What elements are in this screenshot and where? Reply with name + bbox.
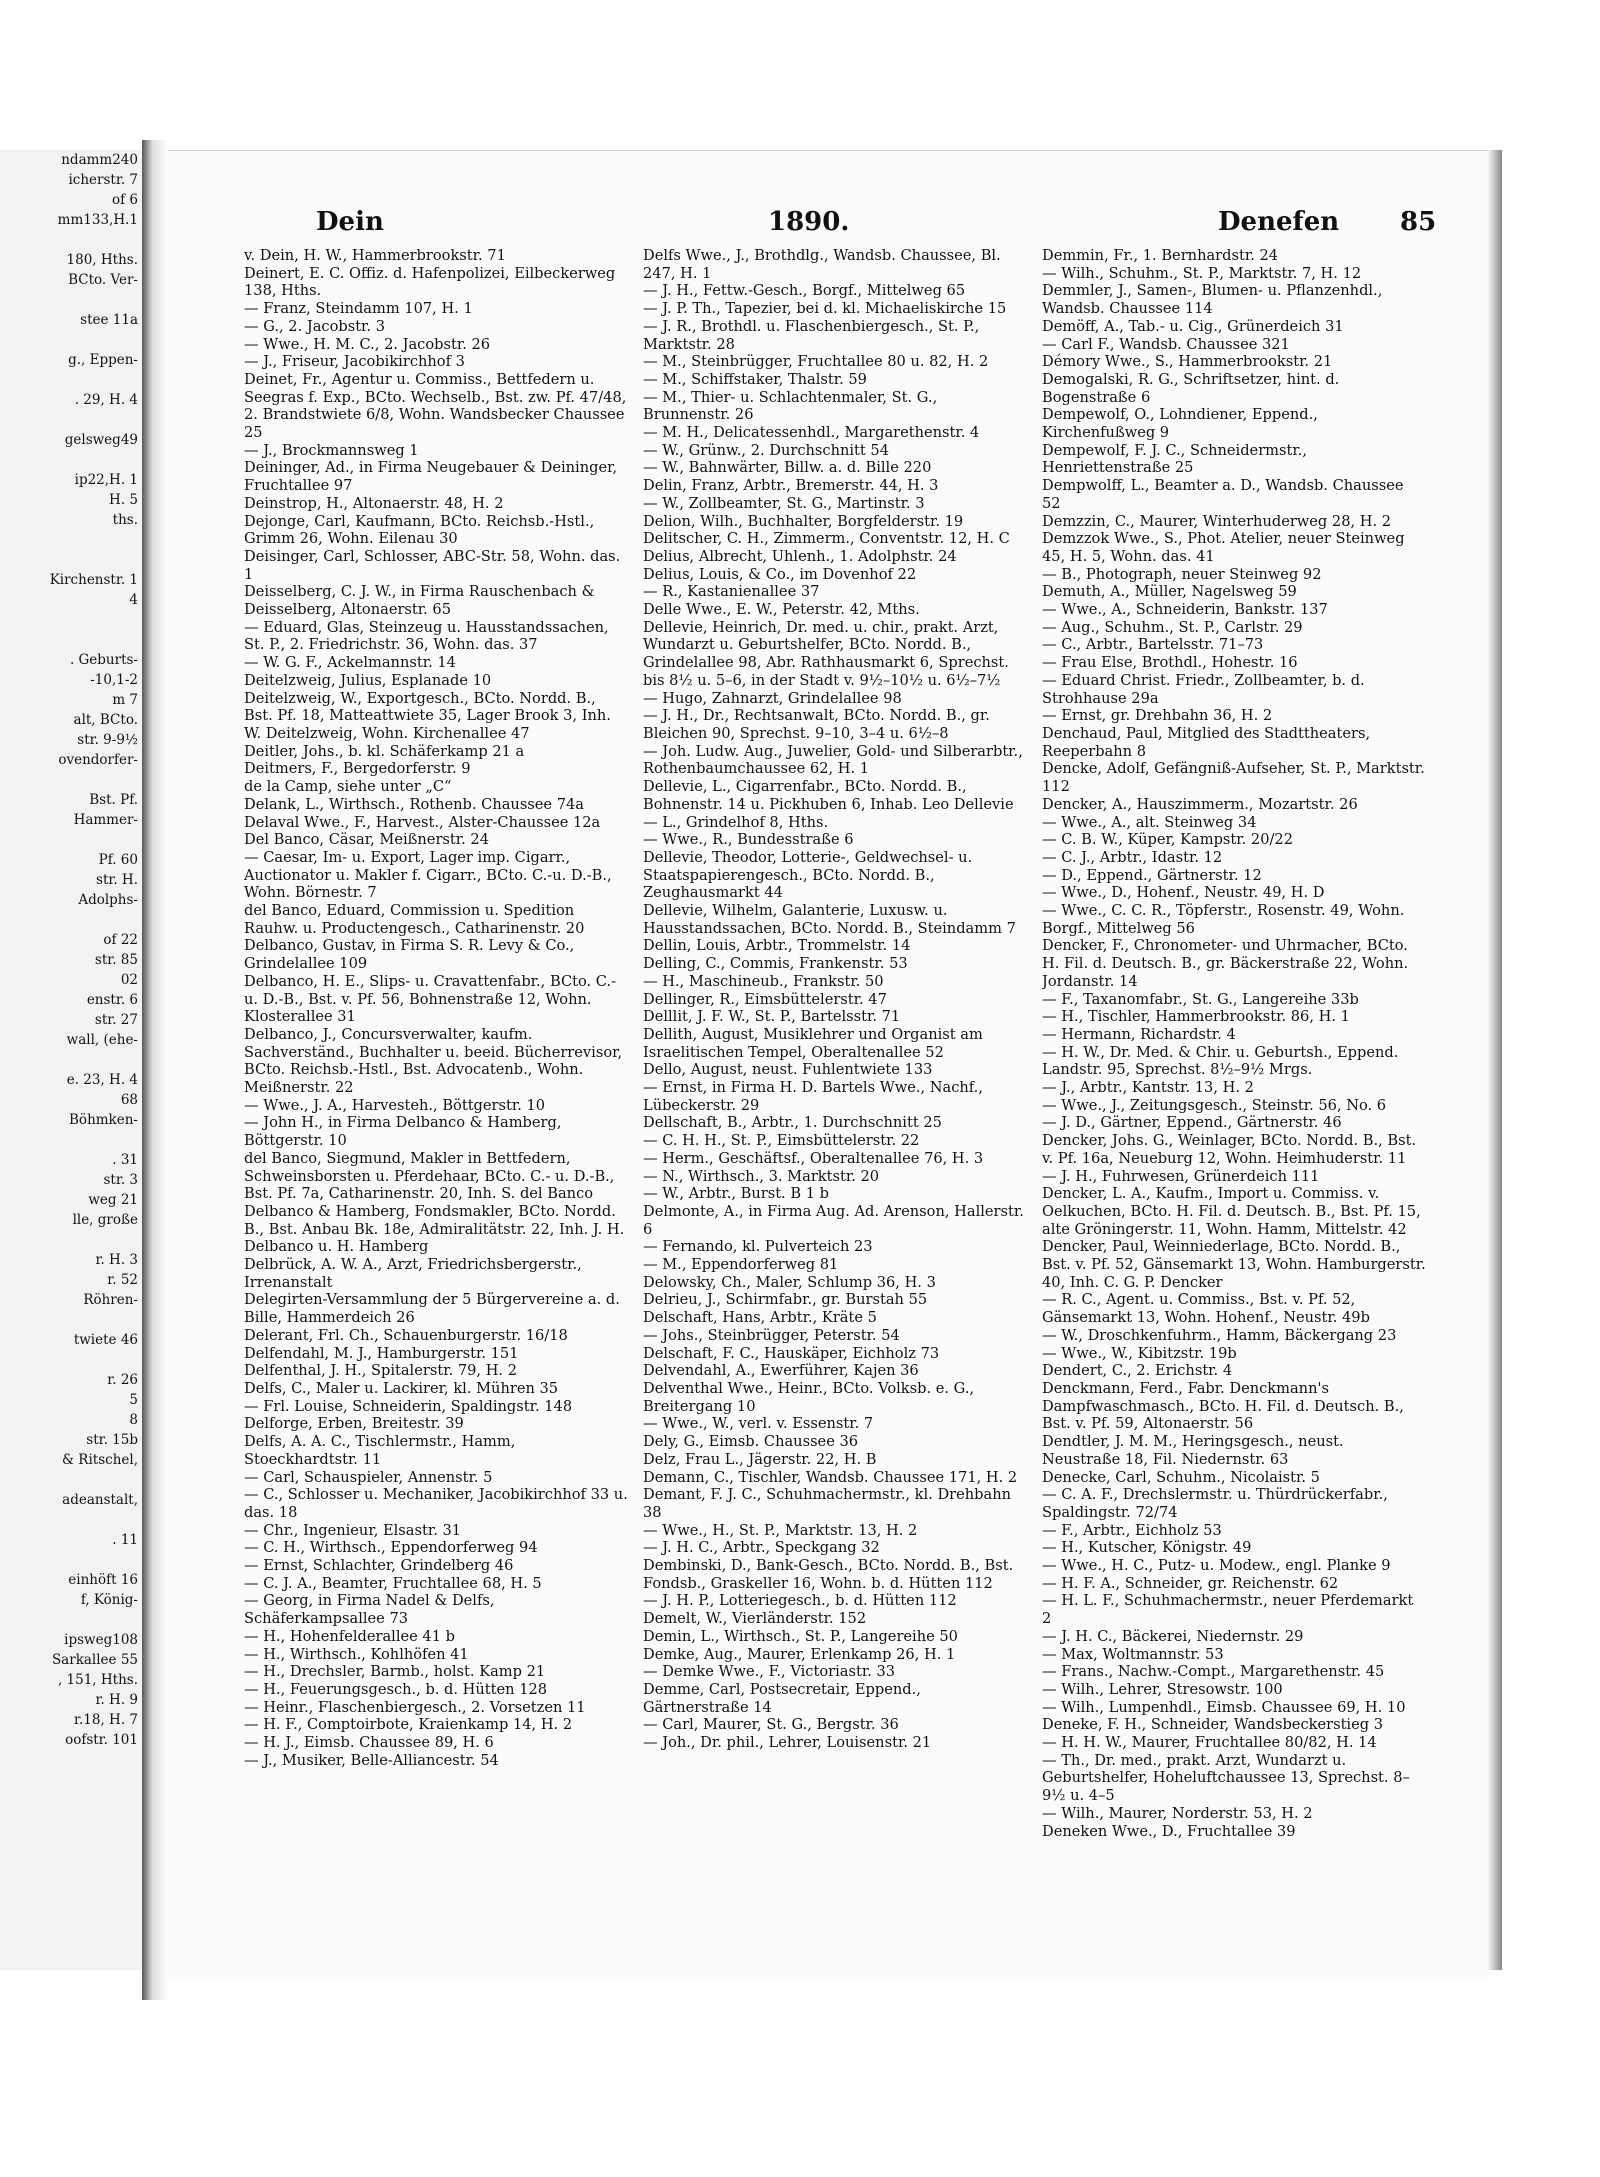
margin-fragment [0, 630, 142, 650]
directory-entry: — Wilh., Lehrer, Stresowstr. 100 [1042, 1680, 1283, 1698]
directory-entry: Dely, G., Eimsb. Chaussee 36 [643, 1433, 859, 1451]
margin-fragment: g., Eppen- [68, 352, 138, 368]
margin-fragment: 180, Hths. [66, 252, 138, 268]
column-2 [643, 247, 1027, 1967]
margin-fragment: gelsweg49 [64, 432, 138, 448]
margin-fragment: stee 11a [80, 312, 138, 328]
margin-fragment [0, 1510, 142, 1530]
directory-entry: — C. J., Arbtr., Idastr. 12 [1042, 848, 1223, 866]
page-edge-shadow [1488, 150, 1502, 1970]
margin-fragment [0, 290, 142, 310]
directory-entry: Demogalski, R. G., Schriftsetzer, hint. d. Bogenstraße 6 [1042, 370, 1340, 406]
margin-fragment: of 6 [111, 192, 138, 208]
directory-entry: — Carl F., Wandsb. Chaussee 321 [1042, 335, 1290, 353]
directory-entry: — Max, Woltmannstr. 53 [1042, 1645, 1224, 1663]
directory-entry: Delegirten-Versammlung der 5 Bürgervereine a. d. Bille, Hammerdeich 26 [244, 1291, 620, 1327]
margin-fragment: 8 [129, 1412, 138, 1428]
directory-entry: — Hermann, Richardstr. 4 [1042, 1025, 1236, 1043]
margin-fragment: BCto. Ver- [68, 272, 138, 288]
margin-fragment: einhöft 16 [68, 1572, 138, 1588]
directory-entry: Delz, Frau L., Jägerstr. 22, H. B [643, 1450, 877, 1468]
directory-entry: — H., Kutscher, Königstr. 49 [1042, 1539, 1252, 1557]
margin-fragment: -10,1-2 [90, 672, 138, 688]
directory-entry: Dempewolf, F. J. C., Schneidermstr., Henriettenstraße 25 [1042, 441, 1308, 477]
directory-entry: — Th., Dr. med., prakt. Arzt, Wundarzt u. Geburtshelfer, Hoheluftchaussee 13, Sprechst. 8–9½ u. 4–5 [1042, 1751, 1410, 1805]
margin-fragment: str. 27 [94, 1012, 138, 1028]
directory-entry: Démory Wwe., S., Hammerbrookstr. 21 [1042, 353, 1333, 371]
margin-fragment: . 29, H. 4 [74, 392, 138, 408]
margin-fragment: 4 [129, 592, 138, 608]
directory-entry: — J. H. C., Arbtr., Speckgang 32 [643, 1539, 880, 1557]
directory-entry: — Wwe., A., Schneiderin, Bankstr. 137 [1042, 601, 1328, 619]
directory-entry: — J. D., Gärtner, Eppend., Gärtnerstr. 46 [1042, 1114, 1342, 1132]
directory-entry: — Wwe., H. M. C., 2. Jacobstr. 26 [244, 335, 491, 353]
margin-fragment [0, 1470, 142, 1490]
directory-entry: — C., Schlosser u. Mechaniker, Jacobikirchhof 33 u. das. 18 [244, 1486, 628, 1521]
margin-fragment: 68 [120, 1092, 138, 1108]
directory-entry: — Aug., Schuhm., St. P., Carlstr. 29 [1042, 618, 1303, 636]
directory-entry: Delaval Wwe., F., Harvest., Alster-Chaussee 12a [244, 813, 601, 831]
directory-entry: Dejonge, Carl, Kaufmann, BCto. Reichsb.-Hstl., Grimm 26, Wohn. Eilenau 30 [244, 512, 595, 548]
directory-entry: Delius, Albrecht, Uhlenh., 1. Adolphstr. 24 [643, 547, 957, 565]
directory-entry: — Wwe., D., Hohenf., Neustr. 49, H. D [1042, 884, 1325, 902]
margin-fragment: Hammer- [73, 812, 138, 828]
directory-entry: — Wilh., Lumpenhdl., Eimsb. Chaussee 69, H. 10 [1042, 1698, 1406, 1716]
margin-fragment: r. 26 [107, 1372, 138, 1388]
margin-fragment: e. 23, H. 4 [66, 1072, 138, 1088]
directory-entry: Deneke, F. H., Schneider, Wandsbeckerstieg 3 [1042, 1716, 1383, 1734]
directory-entry: Denchaud, Paul, Mitglied des Stadttheaters, Reeperbahn 8 [1042, 724, 1371, 760]
directory-entry: Dencker, F., Chronometer- und Uhrmacher, BCto. H. Fil. d. Deutsch. B., gr. Bäckerstraße 22, Wohn. Jordanstr. 14 [1042, 937, 1409, 990]
directory-entry: Deitelzweig, Julius, Esplanade 10 [244, 671, 492, 689]
directory-entry: Delbanco, J., Concursverwalter, kaufm. Sachverständ., Buchhalter u. beeid. Bücherrevisor, BCto. Reichsb.-Hstl., Bst. Advocatenb., Wohn. Meißnerstr. 22 [244, 1025, 623, 1097]
directory-entry: — Carl, Maurer, St. G., Bergstr. 36 [643, 1716, 899, 1734]
directory-entry: Dellith, August, Musiklehrer und Organist am Israelitischen Tempel, Oberaltenallee 52 [643, 1025, 983, 1061]
directory-entry: — F., Taxanomfabr., St. G., Langereihe 33b [1042, 990, 1359, 1008]
directory-entry: — Eduard Christ. Friedr., Zollbeamter, b. d. Strohhause 29a [1042, 671, 1365, 707]
margin-fragment [0, 530, 142, 550]
directory-entry: Dellin, Louis, Arbtr., Trommelstr. 14 [643, 937, 911, 955]
directory-entry: Delfs Wwe., J., Brothdlg., Wandsb. Chaussee, Bl. 247, H. 1 [643, 247, 1001, 282]
margin-fragment: oofstr. 101 [65, 1732, 138, 1748]
directory-page [168, 150, 1488, 1981]
directory-entry: — Chr., Ingenieur, Elsastr. 31 [244, 1521, 462, 1539]
directory-entry: — H. J., Eimsb. Chaussee 89, H. 6 [244, 1734, 494, 1752]
directory-entry: — Wwe., H. C., Putz- u. Modew., engl. Planke 9 [1042, 1557, 1391, 1575]
margin-fragment: r. 52 [107, 1272, 138, 1288]
directory-entry: Deinstrop, H., Altonaerstr. 48, H. 2 [244, 494, 504, 512]
margin-fragment: ovendorfer- [58, 752, 138, 768]
directory-entry: Demmler, J., Samen-, Blumen- u. Pflanzenhdl., Wandsb. Chaussee 114 [1042, 282, 1383, 318]
directory-entry: — C. B. W., Küper, Kampstr. 20/22 [1042, 831, 1293, 849]
margin-fragment: enstr. 6 [86, 992, 138, 1008]
directory-entry: Delius, Louis, & Co., im Dovenhof 22 [643, 565, 917, 583]
directory-entry: — Frans., Nachw.-Compt., Margarethenstr. 45 [1042, 1663, 1385, 1681]
directory-entry: — J. H., Fuhrwesen, Grünerdeich 111 [1042, 1167, 1320, 1185]
column-3 [1042, 247, 1426, 1967]
margin-fragment: of 22 [103, 932, 138, 948]
margin-fragment [0, 330, 142, 350]
directory-entry: Dellinger, R., Eimsbüttelerstr. 47 [643, 990, 887, 1008]
directory-entry: Demuth, A., Müller, Nagelsweg 59 [1042, 583, 1297, 601]
directory-entry: — J., Brockmannsweg 1 [244, 441, 419, 459]
margin-fragment: twiete 46 [73, 1332, 138, 1348]
directory-entry: Demzzin, C., Maurer, Winterhuderweg 28, H. 2 [1042, 512, 1392, 530]
directory-entry: — G., 2. Jacobstr. 3 [244, 317, 385, 335]
directory-entry: Delschaft, F. C., Hauskäper, Eichholz 73 [643, 1344, 940, 1362]
margin-fragment: H. 5 [109, 492, 138, 508]
directory-entry: del Banco, Siegmund, Makler in Bettfedern, Schweinsborsten u. Pferdehaar, BCto. C.- u. D.-B., Bst. Pf. 7a, Catharinenstr. 20, Inh. S. del Banco [244, 1149, 615, 1203]
directory-entry: Dempewolf, O., Lohndiener, Eppend., Kirchenfußweg 9 [1042, 406, 1318, 442]
column-1 [244, 247, 628, 1967]
directory-entry: — Wwe., W., Kibitzstr. 19b [1042, 1344, 1237, 1362]
directory-entry: Deisselberg, C. J. W., in Firma Rauschenbach & Deisselberg, Altonaerstr. 65 [244, 583, 595, 619]
margin-fragment: . 31 [112, 1152, 138, 1168]
directory-entry: Demme, Carl, Postsecretair, Eppend., Gärtnerstraße 14 [643, 1680, 921, 1716]
margin-fragment [0, 830, 142, 850]
margin-fragment [0, 1230, 142, 1250]
margin-fragment: ipsweg108 [64, 1632, 138, 1648]
directory-entry: — Wilh., Maurer, Norderstr. 53, H. 2 [1042, 1804, 1313, 1822]
directory-entry: Dendert, C., 2. Erichstr. 4 [1042, 1362, 1233, 1380]
margin-fragment: Röhren- [83, 1292, 138, 1308]
directory-entry: — Wilh., Schuhm., St. P., Marktstr. 7, H. 12 [1042, 264, 1362, 282]
margin-fragment: ip22,H. 1 [74, 472, 138, 488]
margin-fragment [0, 1310, 142, 1330]
directory-entry: Delschaft, Hans, Arbtr., Kräte 5 [643, 1309, 877, 1327]
directory-entry: Deininger, Ad., in Firma Neugebauer & Deininger, Fruchtallee 97 [244, 459, 618, 495]
directory-entry: Dencker, Johs. G., Weinlager, BCto. Nordd. B., Bst. v. Pf. 16a, Neueburg 12, Wohn. Heimhuderstr. 11 [1042, 1132, 1417, 1167]
directory-entry: Deitler, Johs., b. kl. Schäferkamp 21 a [244, 742, 525, 760]
header-right-word: Denefen [1218, 207, 1340, 237]
header-year: 1890. [768, 207, 850, 237]
margin-fragment: str. 9-9½ [77, 732, 138, 748]
directory-entry: — Wwe., J., Zeitungsgesch., Steinstr. 56, No. 6 [1042, 1096, 1387, 1114]
header-left-word: Dein [316, 207, 384, 237]
margin-fragment: . 11 [112, 1532, 138, 1548]
directory-entry: Dencke, Adolf, Gefängniß-Aufseher, St. P., Marktstr. 112 [1042, 760, 1425, 796]
directory-entry: Deinet, Fr., Agentur u. Commiss., Bettfedern u. Seegras f. Exp., BCto. Wechselb., Bst. zw. Pf. 47/48, 2. Brandstwiete 6/8, Wohn. Wandsbecker Chaussee 25 [244, 370, 627, 442]
directory-entry: — M., Schiffstaker, Thalstr. 59 [643, 370, 867, 388]
margin-fragment: ths. [112, 512, 138, 528]
directory-entry: — J. R., Brothdl. u. Flaschenbiergesch., St. P., Marktstr. 28 [643, 317, 980, 353]
directory-entry: Dencker, L. A., Kaufm., Import u. Commiss. v. Oelkuchen, BCto. H. Fil. d. Deutsch. B., Bst. Pf. 15, alte Gröningerstr. 11, Wohn. Hamm, Mittelstr. 42 [1042, 1185, 1421, 1238]
directory-entry: — H., Hohenfelderallee 41 b [244, 1627, 455, 1645]
margin-fragment: , 151, Hths. [57, 1672, 138, 1688]
directory-entry: Delbanco, Gustav, in Firma S. R. Levy & Co., Grindelallee 109 [244, 937, 575, 973]
directory-entry: — H., Maschineub., Frankstr. 50 [643, 972, 884, 990]
directory-entry: Dello, August, neust. Fuhlentwiete 133 [643, 1061, 933, 1079]
directory-entry: Delrieu, J., Schirmfabr., gr. Burstah 55 [643, 1291, 928, 1309]
margin-fragment [0, 230, 142, 250]
directory-entry: — M. H., Delicatessenhdl., Margarethenstr. 4 [643, 424, 980, 442]
margin-fragment: 02 [120, 972, 138, 988]
directory-entry: — M., Steinbrügger, Fruchtallee 80 u. 82, H. 2 [643, 353, 989, 371]
margin-fragment [0, 1550, 142, 1570]
directory-entry: Delmonte, A., in Firma Aug. Ad. Arenson, Hallerstr. 6 [643, 1202, 1024, 1238]
directory-entry: Demmin, Fr., 1. Bernhardstr. 24 [1042, 247, 1279, 264]
directory-entry: Delitscher, C. H., Zimmerm., Conventstr. 12, H. C [643, 530, 1010, 548]
margin-fragment: Bst. Pf. [89, 792, 138, 808]
directory-entry: Delbanco, H. E., Slips- u. Cravattenfabr., BCto. C.-u. D.-B., Bst. v. Pf. 56, Bohnenstraße 12, Wohn. Klosterallee 31 [244, 972, 617, 1026]
directory-entry: Delion, Wilh., Buchhalter, Borgfelderstr. 19 [643, 512, 964, 530]
directory-entry: Delin, Franz, Arbtr., Bremerstr. 44, H. 3 [643, 477, 939, 495]
directory-entry: — Ernst, gr. Drehbahn 36, H. 2 [1042, 707, 1273, 725]
directory-entry: — Demke Wwe., F., Victoriastr. 33 [643, 1663, 896, 1681]
margin-fragment: str. H. [96, 872, 138, 888]
directory-entry: — C. H., Wirthsch., Eppendorferweg 94 [244, 1539, 538, 1557]
margin-fragment: icherstr. 7 [68, 172, 138, 188]
directory-entry: — J. P. Th., Tapezier, bei d. kl. Michaeliskirche 15 [643, 300, 1007, 318]
directory-entry: Deisinger, Carl, Schlosser, ABC-Str. 58, Wohn. das. 1 [244, 547, 621, 583]
directory-entry: — W., Zollbeamter, St. G., Martinstr. 3 [643, 494, 925, 512]
directory-entry: Delbrück, A. W. A., Arzt, Friedrichsbergerstr., Irrenanstalt [244, 1256, 582, 1291]
directory-entry: Del Banco, Cäsar, Meißnerstr. 24 [244, 831, 489, 849]
directory-entry: Demöff, A., Tab.- u. Cig., Grünerdeich 31 [1042, 317, 1344, 335]
margin-fragment: r. H. 9 [95, 1692, 138, 1708]
directory-entry: Dellevie, Theodor, Lotterie-, Geldwechsel- u. Staatspapierengesch., BCto. Nordd. B., Zeughausmarkt 44 [643, 848, 973, 902]
directory-entry: — J., Friseur, Jacobikirchhof 3 [244, 353, 465, 371]
directory-entry: Demant, F. J. C., Schuhmachermstr., kl. Drehbahn 38 [643, 1486, 1012, 1521]
directory-entry: — D., Eppend., Gärtnerstr. 12 [1042, 866, 1262, 884]
directory-entry: Dencker, Paul, Weinniederlage, BCto. Nordd. B., Bst. v. Pf. 52, Gänsemarkt 13, Wohn. Hamburgerstr. 40, Inh. C. G. P. Dencker [1042, 1238, 1426, 1291]
directory-entry: Dellevie, Wilhelm, Galanterie, Luxusw. u. Hausstandssachen, BCto. Nordd. B., Steindamm 7 [643, 902, 1016, 937]
directory-entry: — W., Bahnwärter, Billw. a. d. Bille 220 [643, 459, 932, 477]
margin-fragment: Adolphs- [78, 892, 138, 908]
margin-fragment [0, 370, 142, 390]
page-number: 85 [1400, 207, 1437, 237]
directory-entry: — C. J. A., Beamter, Fruchtallee 68, H. 5 [244, 1574, 542, 1592]
directory-entry: — H., Drechsler, Barmb., holst. Kamp 21 [244, 1663, 546, 1681]
directory-entry: — L., Grindelhof 8, Hths. [643, 813, 829, 831]
directory-entry: — Carl, Schauspieler, Annenstr. 5 [244, 1468, 493, 1486]
margin-fragment: lle, große [72, 1212, 138, 1228]
directory-entry: de la Camp, siehe unter „C“ [244, 778, 452, 796]
directory-entry: del Banco, Eduard, Commission u. Spedition Rauhw. u. Productengesch., Catharinenstr. 20 [244, 902, 585, 937]
directory-entry: — Heinr., Flaschenbiergesch., 2. Vorsetzen 11 [244, 1698, 586, 1716]
directory-entry: — Fernando, kl. Pulverteich 23 [643, 1238, 873, 1256]
directory-entry: — Frl. Louise, Schneiderin, Spaldingstr. 148 [244, 1397, 573, 1415]
directory-entry: — C., Arbtr., Bartelsstr. 71–73 [1042, 636, 1264, 654]
margin-fragment [0, 610, 142, 630]
directory-entry: — H. W., Dr. Med. & Chir. u. Geburtsh., Eppend. Landstr. 95, Sprechst. 8½–9½ Mrgs. [1042, 1043, 1399, 1079]
directory-entry: Dellevie, L., Cigarrenfabr., BCto. Nordd. B., Bohnenstr. 14 u. Pickhuben 6, Inhab. Leo Dellevie [643, 778, 1014, 813]
directory-entry: — J. H. P., Lotteriegesch., b. d. Hütten 112 [643, 1592, 957, 1610]
margin-fragment: str. 15b [86, 1432, 138, 1448]
directory-entry: — Wwe., A., alt. Steinweg 34 [1042, 813, 1257, 831]
directory-entry: Delvendahl, A., Ewerführer, Kajen 36 [643, 1362, 919, 1380]
directory-entry: — Hugo, Zahnarzt, Grindelallee 98 [643, 689, 902, 707]
directory-entry: — H., Wirthsch., Kohlhöfen 41 [244, 1645, 469, 1663]
margin-fragment: Pf. 60 [98, 852, 138, 868]
directory-entry: Delerant, Frl. Ch., Schauenburgerstr. 16/18 [244, 1326, 568, 1344]
directory-entry: Deinert, E. C. Offiz. d. Hafenpolizei, Eilbeckerweg 138, Hths. [244, 264, 616, 300]
directory-entry: — R., Kastanienallee 37 [643, 583, 820, 601]
directory-entry: — W., Arbtr., Burst. B 1 b [643, 1185, 829, 1203]
margin-fragment: weg 21 [88, 1192, 138, 1208]
directory-entry: — Herm., Geschäftsf., Oberaltenallee 76, H. 3 [643, 1149, 984, 1167]
margin-fragment: ndamm240 [61, 152, 138, 168]
margin-fragment: wall, (ehe- [66, 1032, 138, 1048]
directory-entry: Dellschaft, B., Arbtr., 1. Durchschnitt 25 [643, 1114, 942, 1132]
margin-fragment [0, 770, 142, 790]
directory-entry: — Wwe., C. C. R., Töpferstr., Rosenstr. 49, Wohn. Borgf., Mittelweg 56 [1042, 902, 1405, 937]
book-gutter [142, 140, 168, 2000]
directory-entry: Delbanco & Hamberg, Fondsmakler, BCto. Nordd. B., Bst. Anbau Bk. 18e, Admiralitätstr. 22, Inh. J. H. Delbanco u. H. Hamberg [244, 1202, 625, 1256]
directory-entry: — H. F. A., Schneider, gr. Reichenstr. 62 [1042, 1574, 1339, 1592]
directory-entry: — H. L. F., Schuhmachermstr., neuer Pferdemarkt 2 [1042, 1592, 1414, 1628]
margin-fragment: m 7 [112, 692, 138, 708]
margin-fragment: Kirchenstr. 1 [49, 572, 138, 588]
directory-entry: Demann, C., Tischler, Wandsb. Chaussee 171, H. 2 [643, 1468, 1018, 1486]
directory-entry: — Joh. Ludw. Aug., Juwelier, Gold- und Silberarbtr., Rothenbaumchaussee 62, H. 1 [643, 742, 1023, 778]
directory-entry: Delfenthal, J. H., Spitalerstr. 79, H. 2 [244, 1362, 517, 1380]
margin-fragment: adeanstalt, [62, 1492, 138, 1508]
directory-entry: Delank, L., Wirthsch., Rothenb. Chaussee 74a [244, 795, 584, 813]
margin-fragment [0, 1350, 142, 1370]
directory-entry: — H. H. W., Maurer, Fruchtallee 80/82, H. 14 [1042, 1734, 1377, 1752]
left-page-fragment [0, 150, 144, 1970]
directory-entry: — Frau Else, Brothdl., Hohestr. 16 [1042, 654, 1298, 672]
directory-entry: — C. H. H., St. P., Eimsbüttelerstr. 22 [643, 1132, 920, 1150]
directory-entry: Deneken Wwe., D., Fruchtallee 39 [1042, 1822, 1296, 1840]
directory-entry: — J., Musiker, Belle-Alliancestr. 54 [244, 1751, 499, 1769]
directory-entry: — Wwe., J. A., Harvesteh., Böttgerstr. 10 [244, 1096, 546, 1114]
directory-entry: — Wwe., W., verl. v. Essenstr. 7 [643, 1415, 874, 1433]
page-header [168, 207, 1488, 243]
margin-fragment: 5 [129, 1392, 138, 1408]
directory-entry: Deitelzweig, W., Exportgesch., BCto. Nordd. B., Bst. Pf. 18, Matteattwiete 35, Lager Brook 3, Inh. W. Deitelzweig, Wohn. Kirchenallee 47 [244, 689, 611, 742]
directory-entry: — J., Arbtr., Kantstr. 13, H. 2 [1042, 1079, 1254, 1097]
directory-entry: — Eduard, Glas, Steinzeug u. Hausstandssachen, St. P., 2. Friedrichstr. 36, Wohn. das. 37 [244, 618, 609, 654]
directory-entry: Dempwolff, L., Beamter a. D., Wandsb. Chaussee 52 [1042, 477, 1404, 512]
margin-fragment [0, 450, 142, 470]
directory-entry: — J. H. C., Bäckerei, Niedernstr. 29 [1042, 1627, 1304, 1645]
directory-entry: Dellevie, Heinrich, Dr. med. u. chir., prakt. Arzt, Wundarzt u. Geburtshelfer, BCto. Nordd. B., Grindelallee 98, Abr. Rathhausmarkt 6, Sprechst. bis 8½ u. 5–6, in der Stadt v. 9½–10½ u. 6½–7½ [643, 618, 1009, 689]
directory-entry: — Georg, in Firma Nadel & Delfs, Schäferkampsallee 73 [244, 1592, 495, 1628]
margin-fragment: r.18, H. 7 [74, 1712, 138, 1728]
directory-entry: — Franz, Steindamm 107, H. 1 [244, 300, 473, 318]
directory-entry: Denecke, Carl, Schuhm., Nicolaistr. 5 [1042, 1468, 1320, 1486]
margin-fragment: str. 85 [94, 952, 138, 968]
directory-entry: — Joh., Dr. phil., Lehrer, Louisenstr. 21 [643, 1734, 932, 1752]
directory-entry: Delfendahl, M. J., Hamburgerstr. 151 [244, 1344, 519, 1362]
directory-entry: Deitmers, F., Bergedorferstr. 9 [244, 760, 471, 778]
margin-fragment [0, 1050, 142, 1070]
directory-entry: — J. H., Dr., Rechtsanwalt, BCto. Nordd. B., gr. Bleichen 90, Sprechst. 9–10, 3–4 u. 6½–8 [643, 707, 990, 742]
directory-entry: — Caesar, Im- u. Export, Lager imp. Cigarr., Auctionator u. Makler f. Cigarr., BCto. C.-u. D.-B., Wohn. Börnestr. 7 [244, 848, 612, 902]
directory-entry: Delforge, Erben, Breitestr. 39 [244, 1415, 464, 1433]
directory-entry: v. Dein, H. W., Hammerbrookstr. 71 [244, 247, 506, 264]
directory-entry: — W. G. F., Ackelmannstr. 14 [244, 654, 456, 672]
directory-entry: — R. C., Agent. u. Commiss., Bst. v. Pf. 52, Gänsemarkt 13, Wohn. Hohenf., Neustr. 49b [1042, 1291, 1370, 1327]
directory-entry: — Wwe., H., St. P., Marktstr. 13, H. 2 [643, 1521, 918, 1539]
margin-fragment [0, 1130, 142, 1150]
directory-entry: — H., Feuerungsgesch., b. d. Hütten 128 [244, 1680, 548, 1698]
directory-entry: Delventhal Wwe., Heinr., BCto. Volksb. e. G., Breitergang 10 [643, 1380, 975, 1415]
directory-entry: Delling, C., Commis, Frankenstr. 53 [643, 955, 908, 973]
margin-fragment: mm133,H.1 [57, 212, 138, 228]
directory-entry: — Ernst, in Firma H. D. Bartels Wwe., Nachf., Lübeckerstr. 29 [643, 1079, 983, 1114]
directory-entry: — M., Thier- u. Schlachtenmaler, St. G., Brunnenstr. 26 [643, 388, 938, 424]
directory-entry: Denckmann, Ferd., Fabr. Denckmann's Dampfwaschmasch., BCto. H. Fil. d. Deutsch. B., Bst. v. Pf. 59, Altonaerstr. 56 [1042, 1380, 1404, 1433]
directory-entry: Delowsky, Ch., Maler, Schlump 36, H. 3 [643, 1273, 936, 1291]
margin-fragment: Sarkallee 55 [51, 1652, 138, 1668]
directory-entry: — H., Tischler, Hammerbrookstr. 86, H. 1 [1042, 1008, 1350, 1026]
directory-entry: Dencker, A., Hauszimmerm., Mozartstr. 26 [1042, 795, 1358, 813]
margin-fragment [0, 410, 142, 430]
directory-entry: Demke, Aug., Maurer, Erlenkamp 26, H. 1 [643, 1645, 956, 1663]
directory-entry: — J. H., Fettw.-Gesch., Borgf., Mittelweg 65 [643, 282, 966, 300]
directory-entry: — W., Grünw., 2. Durchschnitt 54 [643, 441, 889, 459]
margin-fragment: . Geburts- [69, 652, 138, 668]
directory-entry: — John H., in Firma Delbanco & Hamberg, Böttgerstr. 10 [244, 1114, 562, 1150]
directory-entry: — Ernst, Schlachter, Grindelberg 46 [244, 1557, 514, 1575]
directory-entry: Dendtler, J. M. M., Heringsgesch., neust. Neustraße 18, Fil. Niedernstr. 63 [1042, 1433, 1344, 1468]
margin-fragment [0, 550, 142, 570]
margin-fragment: & Ritschel, [62, 1452, 138, 1468]
directory-entry: Delfs, C., Maler u. Lackirer, kl. Mühren 35 [244, 1380, 559, 1397]
margin-fragment [0, 910, 142, 930]
directory-entry: Delle Wwe., E. W., Peterstr. 42, Mths. [643, 601, 920, 619]
directory-entry: — H. F., Comptoirbote, Kraienkamp 14, H. 2 [244, 1716, 573, 1734]
directory-entry: Delfs, A. A. C., Tischlermstr., Hamm, Stoeckhardtstr. 11 [244, 1433, 516, 1468]
directory-entry: Demelt, W., Vierländerstr. 152 [643, 1610, 867, 1628]
margin-fragment [0, 1610, 142, 1630]
directory-entry: Dembinski, D., Bank-Gesch., BCto. Nordd. B., Bst. Fondsb., Graskeller 16, Wohn. b. d. Hütten 112 [643, 1557, 1014, 1592]
directory-entry: Delllit, J. F. W., St. P., Bartelsstr. 71 [643, 1008, 901, 1026]
directory-entry: — Wwe., R., Bundesstraße 6 [643, 831, 854, 849]
directory-entry: — Johs., Steinbrügger, Peterstr. 54 [643, 1326, 900, 1344]
directory-entry: — B., Photograph, neuer Steinweg 92 [1042, 565, 1322, 583]
directory-entry: Demzzok Wwe., S., Phot. Atelier, neuer Steinweg 45, H. 5, Wohn. das. 41 [1042, 530, 1405, 565]
margin-fragment: Böhmken- [69, 1112, 138, 1128]
directory-entry: — N., Wirthsch., 3. Marktstr. 20 [643, 1167, 880, 1185]
directory-entry: — F., Arbtr., Eichholz 53 [1042, 1521, 1222, 1539]
directory-entry: Demin, L., Wirthsch., St. P., Langereihe 50 [643, 1627, 958, 1645]
margin-fragment: alt, BCto. [73, 712, 138, 728]
margin-fragment: f, König- [80, 1592, 138, 1608]
directory-entry: — M., Eppendorferweg 81 [643, 1256, 839, 1274]
margin-fragment: r. H. 3 [95, 1252, 138, 1268]
margin-fragment: str. 3 [103, 1172, 138, 1188]
directory-entry: — C. A. F., Drechslermstr. u. Thürdrückerfabr., Spaldingstr. 72/74 [1042, 1486, 1388, 1521]
directory-entry: — W., Droschkenfuhrm., Hamm, Bäckergang 23 [1042, 1326, 1397, 1344]
